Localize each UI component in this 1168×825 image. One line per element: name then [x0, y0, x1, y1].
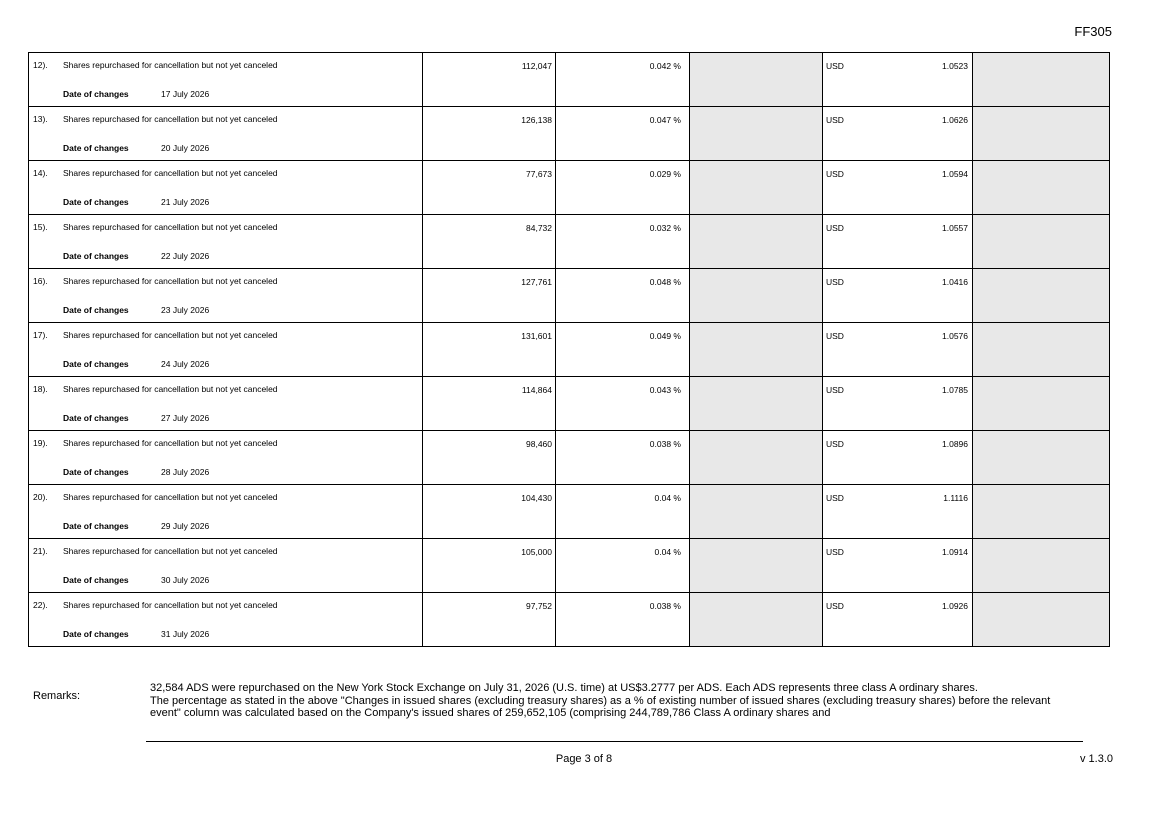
shaded-cell: [690, 323, 823, 377]
shares-value: 104,430: [521, 493, 552, 503]
shares-cell: [423, 431, 556, 485]
description-cell: [29, 539, 423, 593]
price-value: 1.0914: [942, 547, 968, 557]
date-of-changes-value: 29 July 2026: [161, 521, 210, 531]
percentage-cell: [556, 323, 690, 377]
shares-value: 126,138: [521, 115, 552, 125]
percentage-value: 0.049 %: [649, 331, 681, 341]
percentage-value: 0.042 %: [649, 61, 681, 71]
row-number: 20).: [33, 492, 48, 502]
date-of-changes-label: Date of changes: [63, 143, 129, 153]
remarks-line-1: 32,584 ADS were repurchased on the New York Stock Exchange on July 31, 2026 (U.S. time) at US$3.2777 per ADS. Each ADS represents three class A ordinary shares.: [150, 682, 978, 694]
percentage-value: 0.048 %: [649, 277, 681, 287]
row-number: 14).: [33, 168, 48, 178]
shares-value: 127,761: [521, 277, 552, 287]
percentage-value: 0.038 %: [649, 601, 681, 611]
description-cell: [29, 377, 423, 431]
row-description: Shares repurchased for cancellation but not yet canceled: [63, 168, 278, 178]
description-cell: [29, 53, 423, 107]
remarks-line-2: The percentage as stated in the above "Changes in issued shares (excluding treasury shares) as a % of existing number of issued shares (excluding treasury shares) before the relevant event" column was calculated based on the Company's issued shares of 259,652,105 (comprising 244,789,786 Class A ordinary shares and: [150, 694, 1051, 719]
remarks-divider: [146, 741, 1083, 742]
page-number: Page 3 of 8: [555, 753, 613, 765]
price-value: 1.0557: [942, 223, 968, 233]
description-cell: [29, 215, 423, 269]
row-number: 16).: [33, 276, 48, 286]
date-of-changes-label: Date of changes: [63, 467, 129, 477]
table-row: [29, 269, 1110, 323]
table-row: [29, 107, 1110, 161]
date-of-changes-label: Date of changes: [63, 521, 129, 531]
row-number: 18).: [33, 384, 48, 394]
percentage-value: 0.029 %: [649, 169, 681, 179]
date-of-changes-value: 17 July 2026: [161, 89, 210, 99]
description-cell: [29, 161, 423, 215]
shaded-cell: [973, 539, 1110, 593]
date-of-changes-value: 21 July 2026: [161, 197, 210, 207]
percentage-value: 0.032 %: [649, 223, 681, 233]
date-of-changes-value: 30 July 2026: [161, 575, 210, 585]
row-description: Shares repurchased for cancellation but not yet canceled: [63, 60, 278, 70]
description-cell: [29, 269, 423, 323]
percentage-cell: [556, 377, 690, 431]
share-changes-table: [28, 52, 1110, 647]
description-cell: [29, 485, 423, 539]
currency-value: USD: [826, 493, 844, 503]
row-description: Shares repurchased for cancellation but not yet canceled: [63, 384, 278, 394]
row-number: 12).: [33, 60, 48, 70]
currency-value: USD: [826, 169, 844, 179]
row-number: 19).: [33, 438, 48, 448]
description-cell: [29, 323, 423, 377]
price-cell: [823, 215, 973, 269]
percentage-value: 0.04 %: [654, 493, 681, 503]
price-value: 1.0523: [942, 61, 968, 71]
table-row: [29, 593, 1110, 647]
shaded-cell: [690, 107, 823, 161]
shaded-cell: [690, 485, 823, 539]
date-of-changes-value: 23 July 2026: [161, 305, 210, 315]
remarks-text: [150, 682, 1080, 720]
row-description: Shares repurchased for cancellation but not yet canceled: [63, 438, 278, 448]
description-cell: [29, 593, 423, 647]
shaded-cell: [973, 161, 1110, 215]
shares-cell: [423, 269, 556, 323]
description-cell: [29, 431, 423, 485]
description-cell: [29, 107, 423, 161]
price-value: 1.0926: [942, 601, 968, 611]
shaded-cell: [690, 53, 823, 107]
shaded-cell: [973, 485, 1110, 539]
percentage-cell: [556, 431, 690, 485]
price-cell: [823, 377, 973, 431]
currency-value: USD: [826, 61, 844, 71]
date-of-changes-value: 28 July 2026: [161, 467, 210, 477]
shaded-cell: [690, 269, 823, 323]
table-row: [29, 161, 1110, 215]
row-description: Shares repurchased for cancellation but not yet canceled: [63, 492, 278, 502]
date-of-changes-value: 27 July 2026: [161, 413, 210, 423]
row-description: Shares repurchased for cancellation but not yet canceled: [63, 330, 278, 340]
shaded-cell: [973, 53, 1110, 107]
shaded-cell: [690, 161, 823, 215]
price-cell: [823, 269, 973, 323]
row-number: 21).: [33, 546, 48, 556]
date-of-changes-label: Date of changes: [63, 197, 129, 207]
shares-cell: [423, 377, 556, 431]
price-value: 1.1116: [943, 493, 968, 503]
percentage-cell: [556, 107, 690, 161]
shares-value: 114,864: [521, 385, 552, 395]
form-code: FF305: [1074, 24, 1112, 39]
shaded-cell: [690, 539, 823, 593]
shares-value: 131,601: [521, 331, 552, 341]
shares-value: 97,752: [526, 601, 552, 611]
table-row: [29, 323, 1110, 377]
date-of-changes-label: Date of changes: [63, 413, 129, 423]
shares-cell: [423, 215, 556, 269]
shares-cell: [423, 485, 556, 539]
price-cell: [823, 593, 973, 647]
currency-value: USD: [826, 223, 844, 233]
date-of-changes-value: 20 July 2026: [161, 143, 210, 153]
table-row: [29, 431, 1110, 485]
table-row: [29, 53, 1110, 107]
date-of-changes-value: 24 July 2026: [161, 359, 210, 369]
price-value: 1.0416: [942, 277, 968, 287]
currency-value: USD: [826, 331, 844, 341]
shaded-cell: [690, 377, 823, 431]
shares-value: 84,732: [526, 223, 552, 233]
percentage-cell: [556, 593, 690, 647]
currency-value: USD: [826, 385, 844, 395]
version-label: v 1.3.0: [1079, 753, 1113, 765]
table-row: [29, 485, 1110, 539]
row-number: 13).: [33, 114, 48, 124]
shaded-cell: [973, 593, 1110, 647]
percentage-cell: [556, 485, 690, 539]
date-of-changes-value: 31 July 2026: [161, 629, 210, 639]
price-value: 1.0896: [942, 439, 968, 449]
shaded-cell: [690, 431, 823, 485]
shaded-cell: [690, 593, 823, 647]
percentage-cell: [556, 539, 690, 593]
price-value: 1.0626: [942, 115, 968, 125]
shaded-cell: [973, 377, 1110, 431]
currency-value: USD: [826, 115, 844, 125]
shaded-cell: [973, 107, 1110, 161]
shares-cell: [423, 107, 556, 161]
table-row: [29, 377, 1110, 431]
date-of-changes-label: Date of changes: [63, 89, 129, 99]
row-description: Shares repurchased for cancellation but not yet canceled: [63, 114, 278, 124]
price-value: 1.0785: [942, 385, 968, 395]
price-value: 1.0576: [942, 331, 968, 341]
shaded-cell: [973, 431, 1110, 485]
shares-cell: [423, 161, 556, 215]
shares-cell: [423, 323, 556, 377]
row-description: Shares repurchased for cancellation but not yet canceled: [63, 600, 278, 610]
currency-value: USD: [826, 601, 844, 611]
remarks-label: Remarks:: [33, 690, 81, 702]
table-row: [29, 215, 1110, 269]
price-cell: [823, 431, 973, 485]
row-number: 22).: [33, 600, 48, 610]
percentage-value: 0.043 %: [649, 385, 681, 395]
percentage-cell: [556, 215, 690, 269]
percentage-cell: [556, 53, 690, 107]
shares-value: 105,000: [521, 547, 552, 557]
date-of-changes-label: Date of changes: [63, 629, 129, 639]
price-cell: [823, 53, 973, 107]
percentage-value: 0.047 %: [649, 115, 681, 125]
row-number: 15).: [33, 222, 48, 232]
price-value: 1.0594: [942, 169, 968, 179]
shares-cell: [423, 539, 556, 593]
row-description: Shares repurchased for cancellation but not yet canceled: [63, 222, 278, 232]
shaded-cell: [973, 323, 1110, 377]
shares-value: 77,673: [526, 169, 552, 179]
currency-value: USD: [826, 277, 844, 287]
table-row: [29, 539, 1110, 593]
shares-cell: [423, 593, 556, 647]
shares-cell: [423, 53, 556, 107]
date-of-changes-value: 22 July 2026: [161, 251, 210, 261]
shaded-cell: [973, 269, 1110, 323]
price-cell: [823, 323, 973, 377]
price-cell: [823, 539, 973, 593]
shares-value: 112,047: [521, 61, 552, 71]
percentage-value: 0.04 %: [654, 547, 681, 557]
date-of-changes-label: Date of changes: [63, 305, 129, 315]
percentage-value: 0.038 %: [649, 439, 681, 449]
price-cell: [823, 107, 973, 161]
price-cell: [823, 161, 973, 215]
price-cell: [823, 485, 973, 539]
date-of-changes-label: Date of changes: [63, 251, 129, 261]
table-body: [29, 53, 1110, 647]
percentage-cell: [556, 269, 690, 323]
currency-value: USD: [826, 439, 844, 449]
date-of-changes-label: Date of changes: [63, 359, 129, 369]
row-description: Shares repurchased for cancellation but not yet canceled: [63, 276, 278, 286]
currency-value: USD: [826, 547, 844, 557]
shaded-cell: [690, 215, 823, 269]
shaded-cell: [973, 215, 1110, 269]
row-number: 17).: [33, 330, 48, 340]
date-of-changes-label: Date of changes: [63, 575, 129, 585]
shares-value: 98,460: [526, 439, 552, 449]
percentage-cell: [556, 161, 690, 215]
row-description: Shares repurchased for cancellation but not yet canceled: [63, 546, 278, 556]
